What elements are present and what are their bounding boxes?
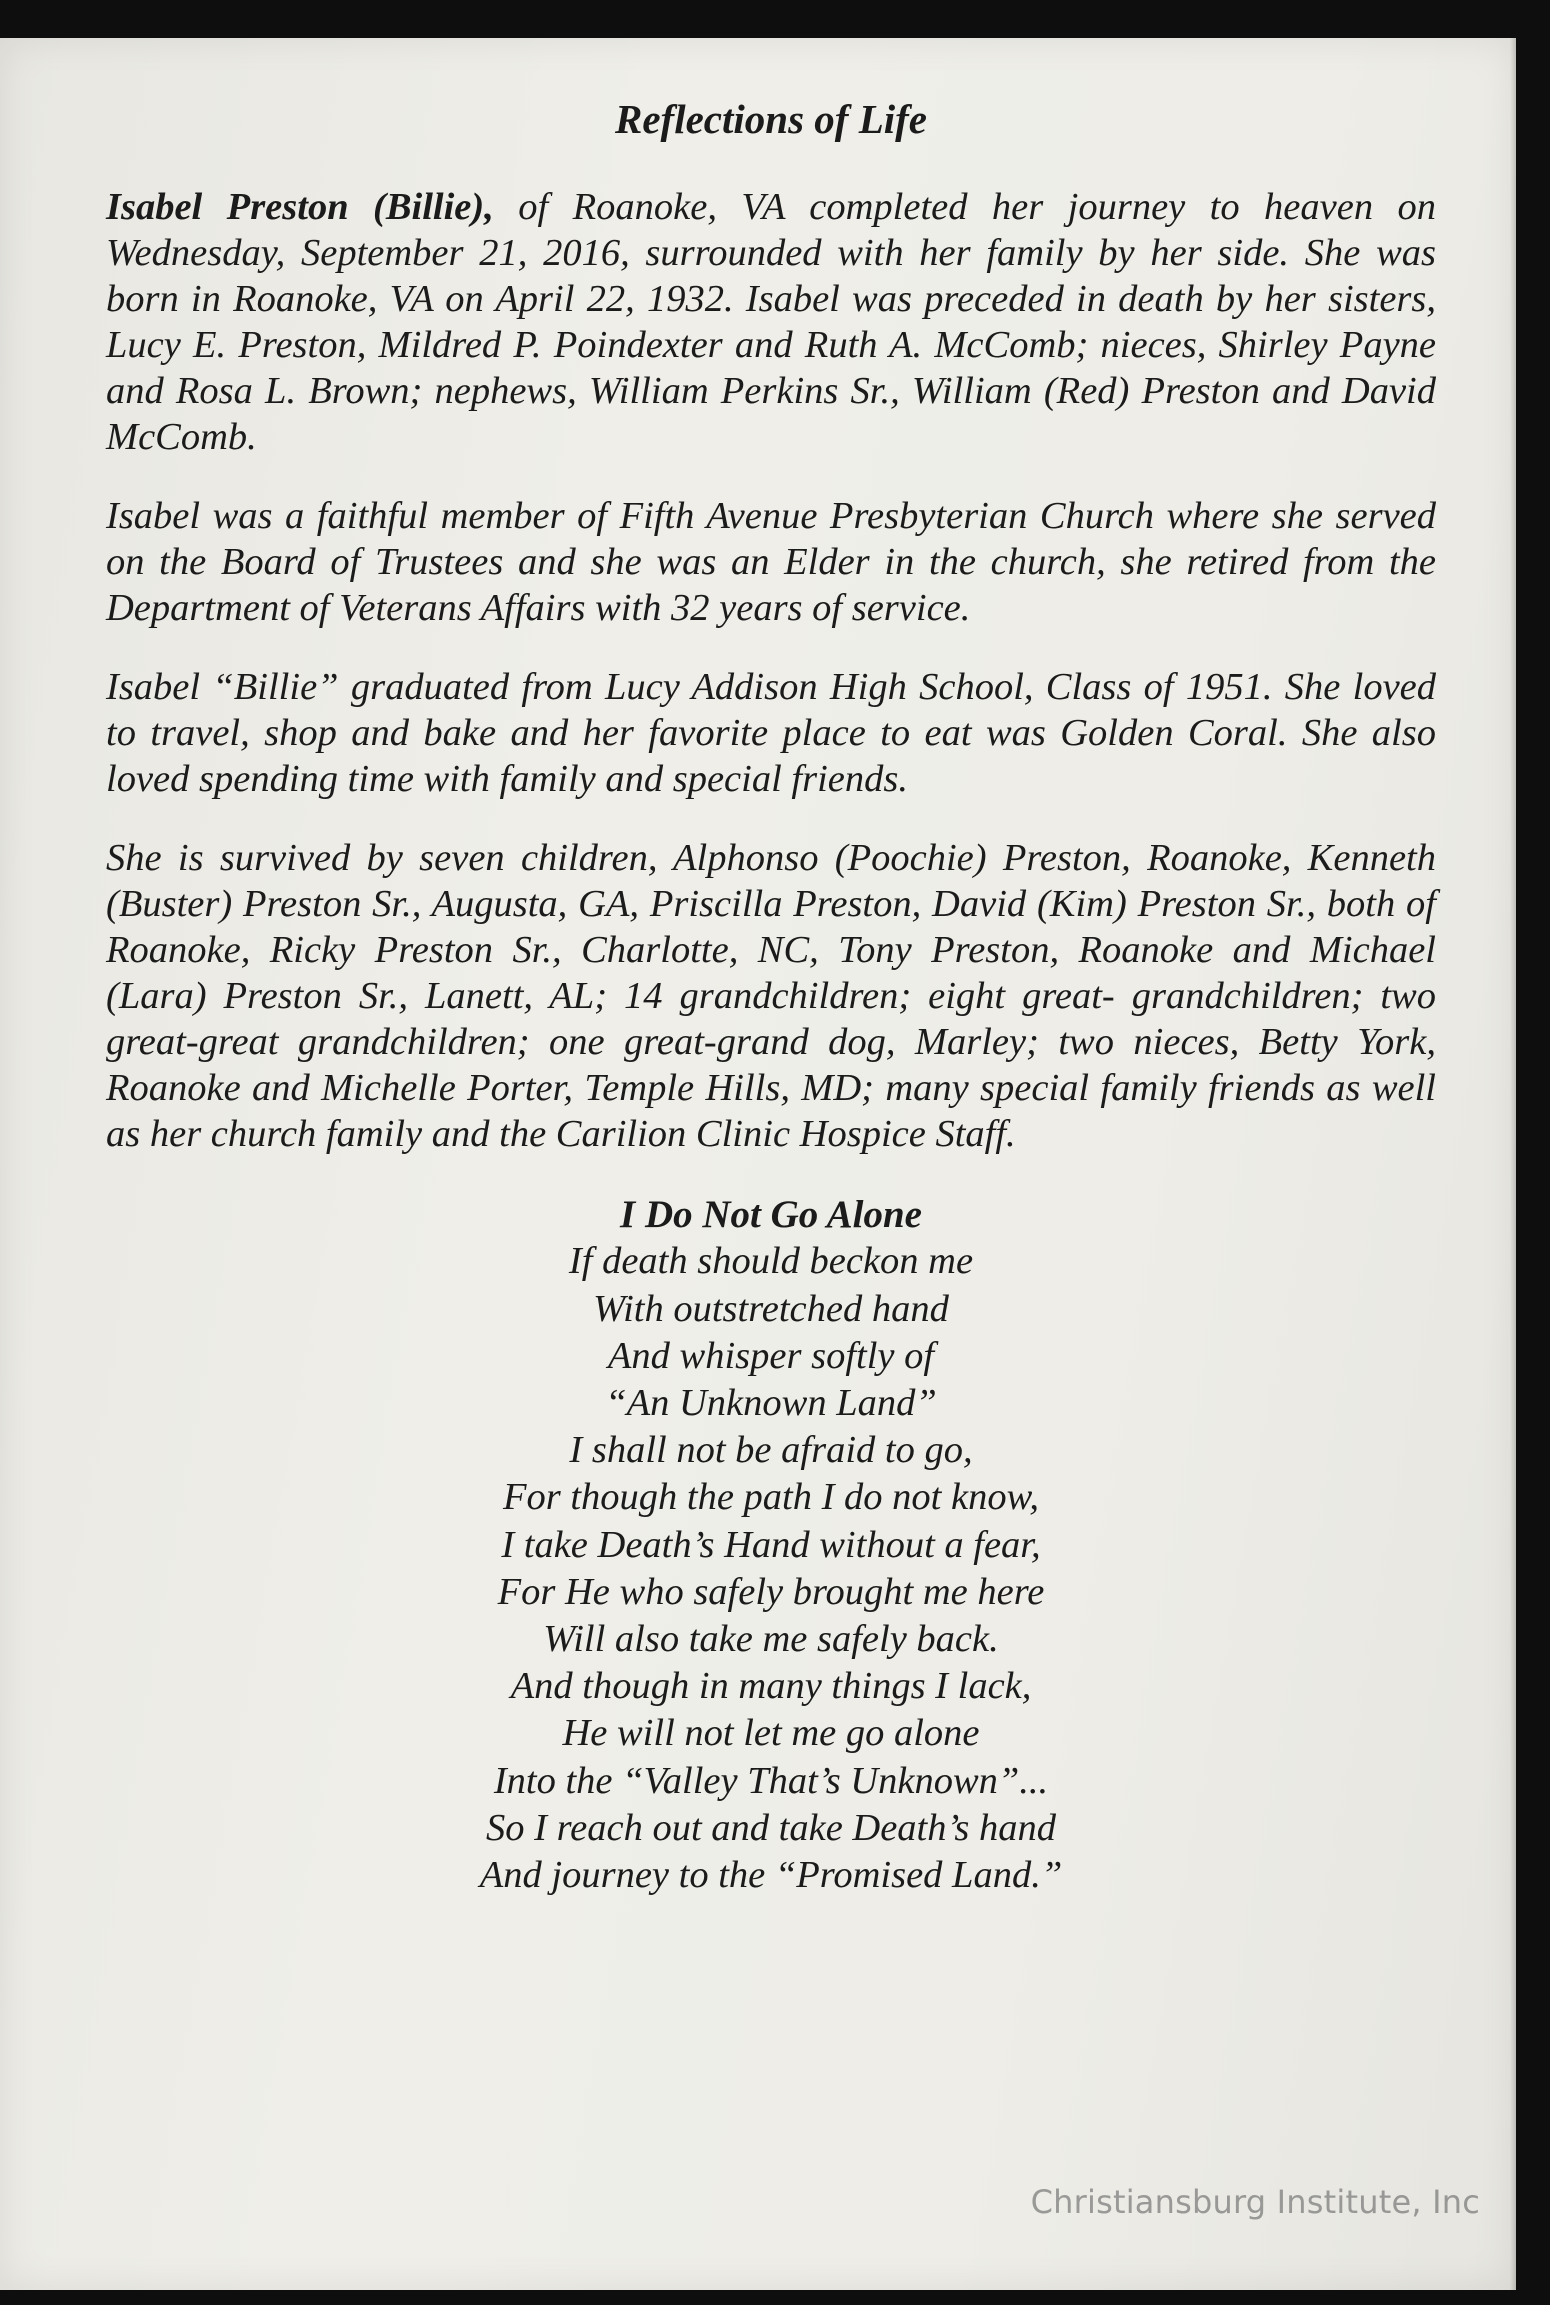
poem-line: Into the “Valley That’s Unknown”... bbox=[493, 1759, 1049, 1802]
poem-line: And whisper softly of bbox=[607, 1334, 935, 1377]
watermark-text: Christiansburg Institute, Inc bbox=[1030, 2183, 1480, 2221]
obituary-paragraph-4: She is survived by seven children, Alphonso (Poochie) Preston, Roanoke, Kenneth (Buster) Preston Sr., Augusta, GA, Priscilla Preston, David (Kim) Preston Sr., both of Roanoke, Ricky Preston Sr., Charlotte, NC, Tony Preston, Roanoke and Michael (Lara) Preston Sr., Lanett, AL; 14 grandchildren; eight great- grandchildren; two great-great grandchildren; one great-grand dog, Marley; two nieces, Betty York, Roanoke and Michelle Porter, Temple Hills, MD; many special family friends as well as her church family and the Carilion Clinic Hospice Staff. bbox=[106, 837, 1436, 1156]
poem-title: I Do Not Go Alone bbox=[620, 1193, 922, 1237]
poem-line: He will not let me go alone bbox=[562, 1712, 980, 1755]
paper-edge-shadow bbox=[1510, 38, 1516, 2290]
poem-line: I take Death’s Hand without a fear, bbox=[501, 1523, 1041, 1566]
document-content bbox=[106, 95, 1436, 1899]
poem-line: “An Unknown Land” bbox=[605, 1382, 937, 1424]
obituary-paragraph-2: Isabel was a faithful member of Fifth Avenue Presbyterian Church where she served on the Board of Trustees and she was an Elder in the church, she retired from the Department of Veterans Affairs with 32 years of service. bbox=[106, 495, 1436, 630]
poem-line: And journey to the “Promised Land.” bbox=[479, 1854, 1063, 1897]
poem-line: And though in many things I lack, bbox=[510, 1665, 1032, 1708]
poem-line: For though the path I do not know, bbox=[502, 1476, 1040, 1519]
poem-line: If death should beckon me bbox=[568, 1240, 974, 1283]
poem bbox=[106, 1191, 1436, 1899]
poem-line: I shall not be afraid to go, bbox=[569, 1429, 973, 1472]
poem-line: For He who safely brought me here bbox=[497, 1570, 1045, 1613]
obituary-paragraph-1 bbox=[106, 184, 1436, 460]
document-title: Reflections of Life bbox=[615, 96, 927, 142]
poem-line: Will also take me safely back. bbox=[543, 1618, 999, 1661]
poem-line: With outstretched hand bbox=[593, 1287, 949, 1330]
obituary-paragraph-1-text: of Roanoke, VA completed her journey to heaven on Wednesday, September 21, 2016, surrounded with her family by her side. She was born in Roanoke, VA on April 22, 1932. Isabel was preceded in death by her sisters, Lucy E. Preston, Mildred P. Poindexter and Ruth A. McComb; nieces, Shirley Payne and Rosa L. Brown; nephews, William Perkins Sr., William (Red) Preston and David McComb. bbox=[106, 186, 1436, 459]
deceased-name: Isabel Preston (Billie), bbox=[106, 186, 494, 229]
poem-line: So I reach out and take Death’s hand bbox=[486, 1806, 1056, 1849]
obituary-paragraph-3: Isabel “Billie” graduated from Lucy Addison High School, Class of 1951. She loved to travel, shop and bake and her favorite place to eat was Golden Coral. She also loved spending time with family and special friends. bbox=[106, 666, 1436, 801]
